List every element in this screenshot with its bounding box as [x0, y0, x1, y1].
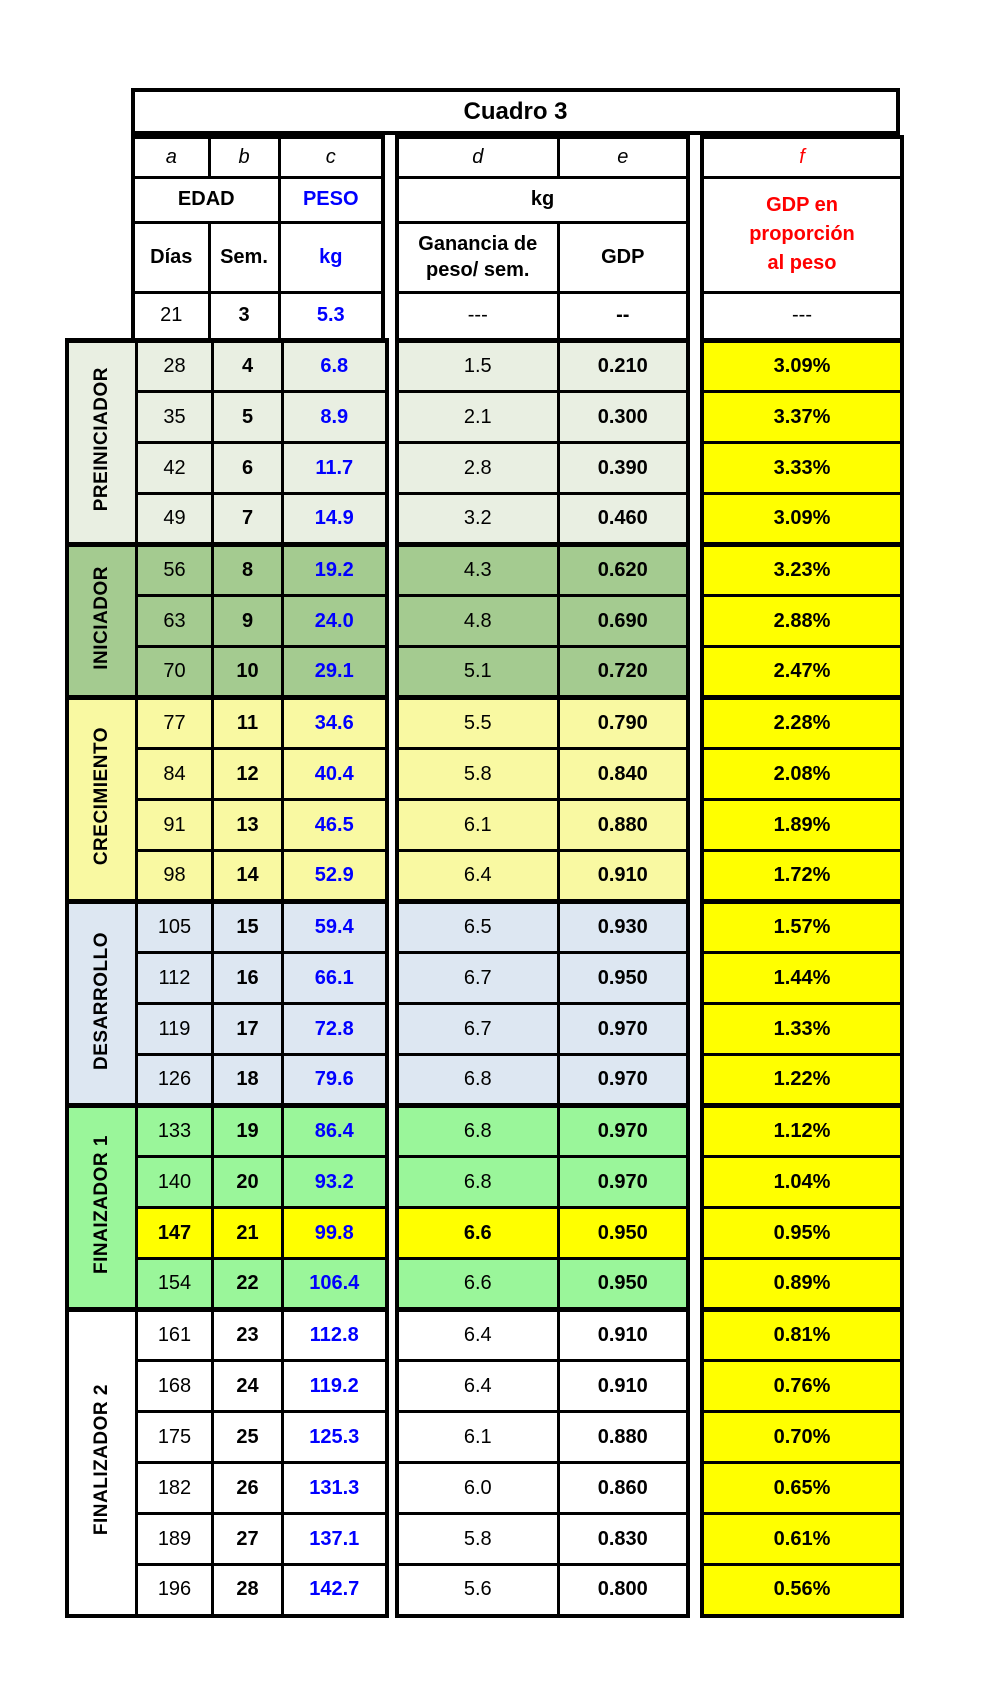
- cell-sem: 28: [213, 1565, 283, 1616]
- col-letter-e: e: [558, 137, 688, 177]
- cell-gdp-pct: 1.12%: [702, 1106, 902, 1157]
- cell-dias: 182: [137, 1463, 213, 1514]
- cell-sem: 13: [213, 800, 283, 851]
- cell-sem: 18: [213, 1055, 283, 1106]
- table-row: [397, 902, 688, 953]
- cell-gdp-pct: 0.70%: [702, 1412, 902, 1463]
- cell-gdp-pct: 2.28%: [702, 698, 902, 749]
- header-gdp: GDP: [558, 222, 688, 292]
- table-row: [702, 1259, 902, 1310]
- cell-sem: 15: [213, 902, 283, 953]
- cell-dias: 63: [137, 596, 213, 647]
- table-row: [397, 647, 688, 698]
- cell-gdp-pct: 2.88%: [702, 596, 902, 647]
- cell-gdp-pct: ---: [702, 292, 902, 340]
- cell-gdp-pct: 0.89%: [702, 1259, 902, 1310]
- cell-ganancia: 2.1: [397, 392, 558, 443]
- table-row: [702, 1361, 902, 1412]
- cell-gdp: 0.910: [558, 851, 688, 902]
- table-row: [397, 1208, 688, 1259]
- cell-dias: 154: [137, 1259, 213, 1310]
- table-row: [397, 1463, 688, 1514]
- cell-peso: 86.4: [283, 1106, 387, 1157]
- group-label: [67, 902, 137, 1106]
- cell-gdp: 0.880: [558, 800, 688, 851]
- table-row: [702, 1514, 902, 1565]
- header-edad: EDAD: [133, 177, 279, 222]
- cell-gdp: 0.970: [558, 1004, 688, 1055]
- table-row: [397, 851, 688, 902]
- cell-dias: 56: [137, 545, 213, 596]
- cell-gdp-pct: 3.09%: [702, 494, 902, 545]
- cell-gdp-pct: 1.04%: [702, 1157, 902, 1208]
- table-row: [67, 698, 387, 749]
- cell-ganancia: 3.2: [397, 494, 558, 545]
- cell-gdp-pct: 0.76%: [702, 1361, 902, 1412]
- cell-ganancia: 1.5: [397, 341, 558, 392]
- cell-ganancia: 6.8: [397, 1055, 558, 1106]
- cell-ganancia: 6.7: [397, 1004, 558, 1055]
- cell-peso: 19.2: [283, 545, 387, 596]
- cell-gdp: 0.720: [558, 647, 688, 698]
- header-peso: PESO: [279, 177, 383, 222]
- cell-dias: 161: [137, 1310, 213, 1361]
- table-row: [397, 1055, 688, 1106]
- cell-gdp-pct: 1.22%: [702, 1055, 902, 1106]
- cell-gdp-pct: 1.44%: [702, 953, 902, 1004]
- cell-ganancia: 6.7: [397, 953, 558, 1004]
- cell-gdp: 0.970: [558, 1106, 688, 1157]
- table-row: [67, 902, 387, 953]
- table-row: [702, 1106, 902, 1157]
- cell-sem: 23: [213, 1310, 283, 1361]
- table-row: [397, 1259, 688, 1310]
- group-label: [67, 341, 137, 545]
- group-label-text: INICIADOR: [91, 566, 112, 670]
- table-row: [397, 1412, 688, 1463]
- cell-gdp: 0.800: [558, 1565, 688, 1616]
- table-row: [397, 1310, 688, 1361]
- col-letter-b: b: [209, 137, 279, 177]
- table-row: [397, 341, 688, 392]
- cell-ganancia: 6.0: [397, 1463, 558, 1514]
- cell-peso: 29.1: [283, 647, 387, 698]
- cell-ganancia: 6.4: [397, 1361, 558, 1412]
- col-letter-a: a: [133, 137, 209, 177]
- cell-gdp-pct: 0.95%: [702, 1208, 902, 1259]
- cell-dias: 133: [137, 1106, 213, 1157]
- table-row: [702, 596, 902, 647]
- table-row: [397, 1514, 688, 1565]
- cell-peso: 8.9: [283, 392, 387, 443]
- cell-gdp: 0.970: [558, 1157, 688, 1208]
- cell-gdp: 0.300: [558, 392, 688, 443]
- header-f-line2: proporción: [749, 223, 855, 245]
- cell-ganancia: 5.8: [397, 1514, 558, 1565]
- cell-sem: 17: [213, 1004, 283, 1055]
- header-kg-span: kg: [397, 177, 688, 222]
- body-block-f: [700, 338, 904, 1618]
- group-label-text: DESARROLLO: [91, 931, 112, 1070]
- cell-ganancia: 5.8: [397, 749, 558, 800]
- cell-dias: 70: [137, 647, 213, 698]
- cell-peso: 24.0: [283, 596, 387, 647]
- cell-sem: 24: [213, 1361, 283, 1412]
- cell-gdp: 0.930: [558, 902, 688, 953]
- cell-dias: 126: [137, 1055, 213, 1106]
- cell-gdp-pct: 2.47%: [702, 647, 902, 698]
- table-row: [397, 749, 688, 800]
- cell-sem: 10: [213, 647, 283, 698]
- cell-peso: 93.2: [283, 1157, 387, 1208]
- table-row: [702, 647, 902, 698]
- cell-gdp: 0.690: [558, 596, 688, 647]
- cell-sem: 19: [213, 1106, 283, 1157]
- table-row: [702, 1004, 902, 1055]
- header-sem: Sem.: [209, 222, 279, 292]
- group-label: [67, 698, 137, 902]
- group-label: [67, 1106, 137, 1310]
- table-row: [67, 1106, 387, 1157]
- col-letter-d: d: [397, 137, 558, 177]
- cell-sem: 27: [213, 1514, 283, 1565]
- cell-gdp-pct: 0.81%: [702, 1310, 902, 1361]
- table-row: [702, 851, 902, 902]
- cell-dias: 196: [137, 1565, 213, 1616]
- group-label: [67, 1310, 137, 1616]
- cell-peso: 11.7: [283, 443, 387, 494]
- cell-gdp-pct: 3.09%: [702, 341, 902, 392]
- group-label-text: FINALIZADOR 2: [91, 1384, 112, 1536]
- cell-peso: 106.4: [283, 1259, 387, 1310]
- cell-ganancia: 2.8: [397, 443, 558, 494]
- cell-sem: 22: [213, 1259, 283, 1310]
- cell-gdp: 0.620: [558, 545, 688, 596]
- cell-gdp: 0.830: [558, 1514, 688, 1565]
- cell-gdp-pct: 1.57%: [702, 902, 902, 953]
- cell-ganancia: 6.8: [397, 1106, 558, 1157]
- cell-gdp: 0.910: [558, 1310, 688, 1361]
- cell-gdp: 0.460: [558, 494, 688, 545]
- header-f-line3: al peso: [767, 252, 837, 274]
- table-row: [397, 1565, 688, 1616]
- cell-sem: 21: [213, 1208, 283, 1259]
- cell-gdp-pct: 2.08%: [702, 749, 902, 800]
- cell-sem: 14: [213, 851, 283, 902]
- table-row: [397, 443, 688, 494]
- col-letter-f: f: [702, 137, 902, 177]
- group-label: [67, 545, 137, 698]
- header-block-edad-peso: [131, 135, 385, 342]
- cell-peso: 59.4: [283, 902, 387, 953]
- cell-gdp: 0.390: [558, 443, 688, 494]
- table-row: [702, 800, 902, 851]
- cell-sem: 26: [213, 1463, 283, 1514]
- cell-sem: 20: [213, 1157, 283, 1208]
- cell-sem: 6: [213, 443, 283, 494]
- cell-gdp: 0.950: [558, 1208, 688, 1259]
- cell-gdp-pct: 3.37%: [702, 392, 902, 443]
- cell-dias: 119: [137, 1004, 213, 1055]
- cell-ganancia: 6.6: [397, 1259, 558, 1310]
- cell-peso: 142.7: [283, 1565, 387, 1616]
- cell-gdp-pct: 3.23%: [702, 545, 902, 596]
- cell-dias: 175: [137, 1412, 213, 1463]
- cell-ganancia: 6.5: [397, 902, 558, 953]
- cell-ganancia: ---: [397, 292, 558, 340]
- cell-ganancia: 6.1: [397, 800, 558, 851]
- col-letter-c: c: [279, 137, 383, 177]
- group-label-text: FINAIZADOR 1: [91, 1135, 112, 1274]
- cell-sem: 11: [213, 698, 283, 749]
- cell-ganancia: 4.3: [397, 545, 558, 596]
- cell-ganancia: 6.4: [397, 1310, 558, 1361]
- cell-gdp-pct: 1.89%: [702, 800, 902, 851]
- table-row: [702, 545, 902, 596]
- cell-peso: 34.6: [283, 698, 387, 749]
- cell-sem: 9: [213, 596, 283, 647]
- cell-peso: 99.8: [283, 1208, 387, 1259]
- cell-peso: 131.3: [283, 1463, 387, 1514]
- table-row: [702, 341, 902, 392]
- cell-gdp: 0.210: [558, 341, 688, 392]
- cell-ganancia: 5.6: [397, 1565, 558, 1616]
- table-row: [397, 953, 688, 1004]
- cell-sem: 8: [213, 545, 283, 596]
- cell-ganancia: 6.6: [397, 1208, 558, 1259]
- cell-ganancia: 6.4: [397, 851, 558, 902]
- table-row: [702, 1412, 902, 1463]
- cell-peso: 5.3: [279, 292, 383, 340]
- cell-dias: 112: [137, 953, 213, 1004]
- table-row: [67, 545, 387, 596]
- cell-gdp: 0.880: [558, 1412, 688, 1463]
- cell-peso: 79.6: [283, 1055, 387, 1106]
- cell-gdp: 0.950: [558, 1259, 688, 1310]
- cell-sem: 4: [213, 341, 283, 392]
- table-row: [397, 1004, 688, 1055]
- cell-ganancia: 5.5: [397, 698, 558, 749]
- table-row: [702, 698, 902, 749]
- cell-gdp: 0.970: [558, 1055, 688, 1106]
- cell-dias: 189: [137, 1514, 213, 1565]
- cell-gdp-pct: 1.72%: [702, 851, 902, 902]
- cell-gdp-pct: 1.33%: [702, 1004, 902, 1055]
- header-kg: kg: [279, 222, 383, 292]
- cell-gdp: 0.950: [558, 953, 688, 1004]
- cell-dias: 105: [137, 902, 213, 953]
- table-row: [67, 341, 387, 392]
- table-row: [702, 1565, 902, 1616]
- cell-ganancia: 6.8: [397, 1157, 558, 1208]
- cell-dias: 140: [137, 1157, 213, 1208]
- table-row: [702, 392, 902, 443]
- cell-gdp: --: [558, 292, 688, 340]
- table-title: Cuadro 3: [131, 88, 900, 135]
- cell-peso: 112.8: [283, 1310, 387, 1361]
- cell-sem: 5: [213, 392, 283, 443]
- table-row: [702, 902, 902, 953]
- cell-dias: 21: [133, 292, 209, 340]
- table-row: [702, 1463, 902, 1514]
- cell-peso: 119.2: [283, 1361, 387, 1412]
- cell-gdp-pct: 0.61%: [702, 1514, 902, 1565]
- cell-gdp: 0.790: [558, 698, 688, 749]
- cell-peso: 125.3: [283, 1412, 387, 1463]
- cell-dias: 35: [137, 392, 213, 443]
- cell-dias: 91: [137, 800, 213, 851]
- table-row: [397, 1361, 688, 1412]
- header-block-f: [700, 135, 904, 342]
- cell-peso: 14.9: [283, 494, 387, 545]
- table-row: [702, 1208, 902, 1259]
- cell-peso: 52.9: [283, 851, 387, 902]
- group-label-text: CRECIMIENTO: [91, 727, 112, 866]
- table-row: [397, 698, 688, 749]
- cell-ganancia: 5.1: [397, 647, 558, 698]
- table-row: [397, 1106, 688, 1157]
- table-row: [67, 1310, 387, 1361]
- cell-dias: 168: [137, 1361, 213, 1412]
- table-row: [397, 1157, 688, 1208]
- cell-peso: 72.8: [283, 1004, 387, 1055]
- cell-gdp: 0.840: [558, 749, 688, 800]
- cell-ganancia: 4.8: [397, 596, 558, 647]
- cell-sem: 16: [213, 953, 283, 1004]
- cell-dias: 42: [137, 443, 213, 494]
- cell-gdp-pct: 3.33%: [702, 443, 902, 494]
- cell-gdp: 0.910: [558, 1361, 688, 1412]
- table-row: [702, 749, 902, 800]
- table-row: [702, 1157, 902, 1208]
- cell-dias: 28: [137, 341, 213, 392]
- cell-sem: 7: [213, 494, 283, 545]
- cell-gdp-pct: 0.56%: [702, 1565, 902, 1616]
- cell-peso: 46.5: [283, 800, 387, 851]
- table-row: [702, 494, 902, 545]
- table-row: [702, 953, 902, 1004]
- group-label-text: PREINICIADOR: [91, 367, 112, 512]
- cell-peso: 40.4: [283, 749, 387, 800]
- body-block-edad-peso: [65, 338, 389, 1618]
- cell-sem: 25: [213, 1412, 283, 1463]
- header-dias: Días: [133, 222, 209, 292]
- table-row: [702, 1055, 902, 1106]
- header-f-title: [702, 177, 902, 292]
- cell-peso: 66.1: [283, 953, 387, 1004]
- table-row: [702, 1310, 902, 1361]
- table-row: [397, 545, 688, 596]
- cell-dias: 49: [137, 494, 213, 545]
- header-ganancia: Ganancia de peso/ sem.: [397, 222, 558, 292]
- cell-dias: 147: [137, 1208, 213, 1259]
- cell-ganancia: 6.1: [397, 1412, 558, 1463]
- table-row: [397, 494, 688, 545]
- cell-dias: 98: [137, 851, 213, 902]
- table-row: [397, 392, 688, 443]
- cell-sem: 3: [209, 292, 279, 340]
- cell-gdp-pct: 0.65%: [702, 1463, 902, 1514]
- cell-dias: 84: [137, 749, 213, 800]
- table-row: [397, 596, 688, 647]
- cell-peso: 137.1: [283, 1514, 387, 1565]
- cell-dias: 77: [137, 698, 213, 749]
- body-block-kg: [395, 338, 690, 1618]
- header-block-kg: [395, 135, 690, 342]
- table-row: [702, 443, 902, 494]
- header-f-line1: GDP en: [766, 194, 838, 216]
- cell-gdp: 0.860: [558, 1463, 688, 1514]
- cell-sem: 12: [213, 749, 283, 800]
- table-row: [397, 800, 688, 851]
- cell-peso: 6.8: [283, 341, 387, 392]
